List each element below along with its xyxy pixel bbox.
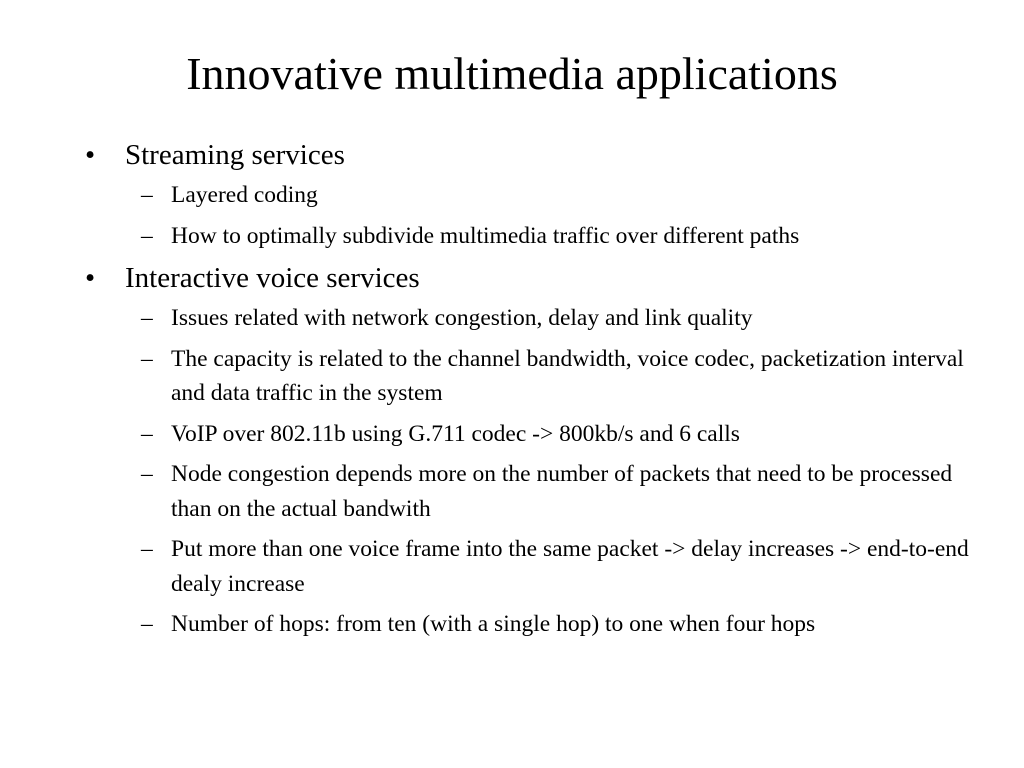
bullet-label: Interactive voice services [125,262,420,294]
sub-list [125,301,985,642]
bullet-marker: • [85,262,96,294]
bullet-interactive-voice-services [85,259,985,642]
dash-marker: – [141,345,153,372]
dash-marker: – [141,536,153,562]
sub-list [125,178,985,253]
bullet-streaming-services [85,136,985,253]
sub-item-text: Number of hops: from ten (with a single hop) to one when four hops [171,611,816,637]
bullet-label: Streaming services [125,139,345,171]
dash-marker: – [141,420,153,447]
sub-item-text: Issues related with network congestion, delay and link quality [171,305,753,331]
sub-item-text: Node congestion depends more on the number of packets that need to be processed than on the actual bandwith [171,461,953,522]
slide-title: Innovative multimedia applications [186,48,838,99]
sub-item-text: Layered coding [171,182,318,208]
bullet-list [0,136,1024,648]
dash-marker: – [141,222,153,249]
dash-marker: – [141,182,153,208]
dash-marker: – [141,305,153,331]
sub-item [141,342,971,411]
sub-item [141,532,971,601]
sub-item [141,417,971,452]
sub-item-text: Put more than one voice frame into the same packet -> delay increases -> end-to-end dealy increase [171,536,969,597]
sub-item [141,219,971,254]
sub-item-text: VoIP over 802.11b using G.711 codec -> 800kb/s and 6 calls [171,420,740,447]
sub-item [141,301,971,336]
sub-item [141,457,971,526]
sub-item [141,178,971,213]
dash-marker: – [141,611,153,637]
dash-marker: – [141,461,153,487]
bullet-marker: • [85,139,96,171]
sub-item-text: The capacity is related to the channel bandwidth, voice codec, packetization interval and data traffic in the system [171,345,964,406]
sub-item-text: How to optimally subdivide multimedia traffic over different paths [171,222,800,249]
sub-item [141,607,971,642]
